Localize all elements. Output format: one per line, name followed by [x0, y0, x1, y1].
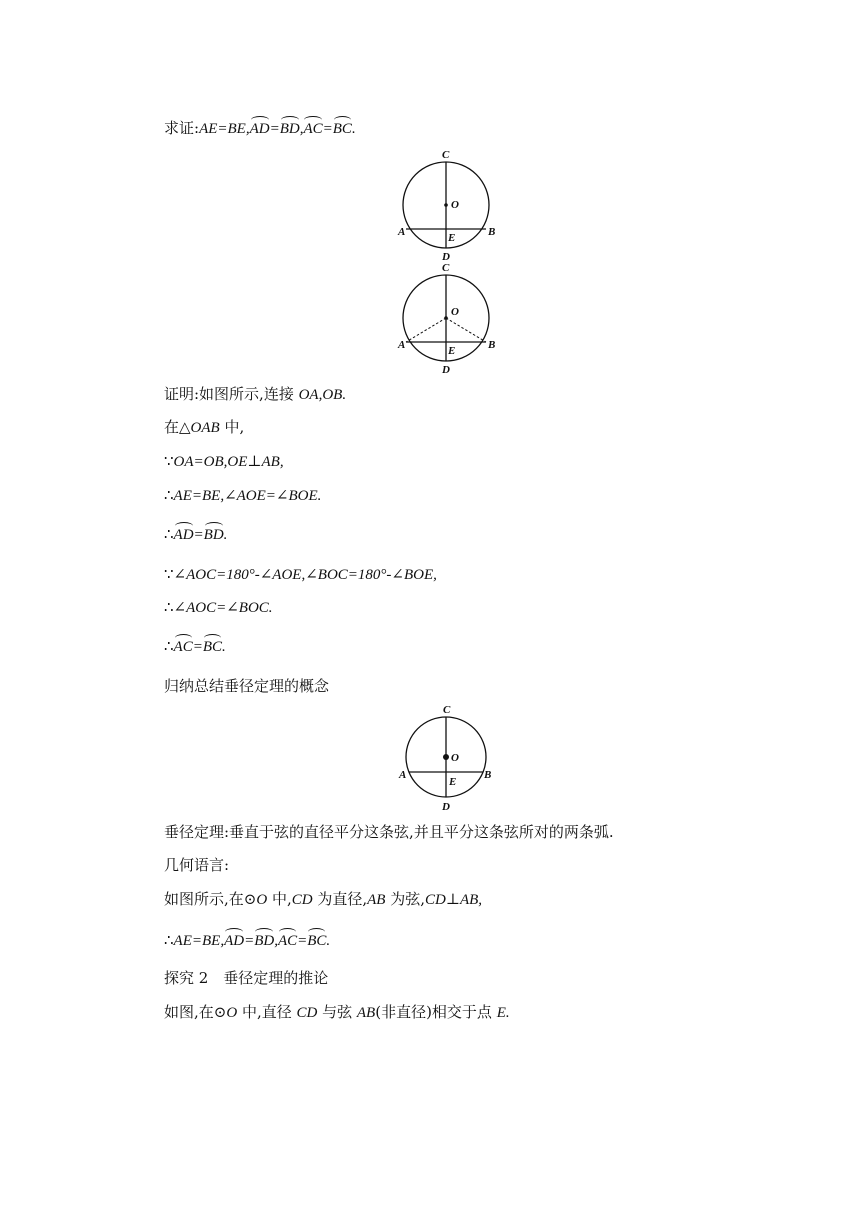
segment-oa — [406, 318, 446, 342]
proof-line-1 — [164, 384, 346, 405]
prove-statement — [164, 118, 356, 139]
label-d: D — [442, 364, 450, 376]
geometric-conclusion — [164, 930, 330, 951]
arc-bd: BD — [203, 527, 224, 543]
proof-line-4 — [164, 485, 321, 506]
center-point — [444, 203, 448, 207]
equals-sign: = — [269, 121, 280, 137]
therefore-symbol: ∴ — [164, 486, 174, 504]
period: . — [326, 933, 331, 949]
proof-line-3 — [164, 451, 284, 472]
label-c: C — [442, 262, 450, 274]
desc-math: CD — [291, 892, 313, 908]
desc-math: AB — [356, 1005, 376, 1021]
proof-line-7 — [164, 597, 273, 618]
proof-math: OA,OB. — [298, 387, 347, 403]
therefore-symbol: ∴ — [164, 637, 174, 655]
prove-ae-be: AE=BE, — [199, 121, 250, 137]
comma: , — [274, 933, 278, 949]
label-o: O — [451, 752, 459, 764]
center-point — [444, 316, 448, 320]
desc-math: O — [256, 892, 268, 908]
arc-bc: BC — [202, 639, 223, 655]
geometric-description — [164, 889, 482, 910]
arc-ac: AC — [173, 639, 193, 655]
label-c: C — [443, 704, 451, 716]
label-e: E — [448, 345, 456, 357]
desc-math: CD⊥AB, — [425, 892, 483, 908]
arc-ad: AD — [224, 933, 245, 949]
label-a: A — [399, 769, 407, 781]
label-b: B — [488, 339, 496, 351]
proof-line-8 — [164, 636, 226, 657]
proof-text: 在△ — [164, 418, 191, 436]
label-o: O — [451, 199, 459, 211]
desc-math: AB — [367, 892, 386, 908]
circle-figure-2 — [390, 262, 502, 378]
therefore-symbol: ∴ — [164, 598, 174, 616]
label-c: C — [442, 149, 450, 161]
segment-ob — [446, 318, 486, 342]
equals-sign: = — [244, 933, 255, 949]
period: . — [351, 121, 356, 137]
proof-math: OAB — [190, 420, 220, 436]
period: . — [222, 639, 226, 655]
arc-bc: BC — [307, 933, 327, 949]
desc-text: 如图所示,在⊙ — [164, 890, 257, 908]
label-o: O — [451, 306, 459, 318]
desc-text: 为直径, — [312, 890, 368, 908]
label-e: E — [448, 232, 456, 244]
proof-text: 中, — [219, 418, 245, 436]
because-symbol: ∵ — [164, 565, 174, 583]
equals-sign: = — [322, 121, 333, 137]
desc-text: 为弦, — [385, 890, 425, 908]
theorem-statement: 垂径定理:垂直于弦的直径平分这条弦,并且平分这条弦所对的两条弧. — [164, 823, 614, 841]
explore-2-description — [164, 1002, 510, 1023]
circle-figure-1 — [390, 148, 502, 264]
therefore-symbol: ∴ — [164, 931, 174, 949]
desc-math: E. — [496, 1005, 510, 1021]
geometric-language-label: 几何语言: — [164, 856, 230, 874]
label-b: B — [488, 226, 496, 238]
desc-text: 如图,在⊙ — [164, 1003, 227, 1021]
arc-ad: AD — [173, 527, 194, 543]
because-symbol: ∵ — [164, 452, 174, 470]
prove-prefix: 求证: — [164, 119, 200, 137]
arc-bd: BD — [279, 121, 300, 137]
proof-math: ∠AOC=∠BOC. — [173, 600, 273, 616]
summary-heading: 归纳总结垂径定理的概念 — [164, 677, 330, 695]
arc-bd: BD — [254, 933, 275, 949]
desc-text: 中,直径 — [237, 1003, 297, 1021]
label-a: A — [398, 339, 406, 351]
proof-line-6 — [164, 564, 437, 585]
comma: , — [299, 121, 304, 137]
desc-text: 中, — [267, 890, 292, 908]
explore-2-heading: 探究 2 垂径定理的推论 — [164, 969, 329, 987]
therefore-symbol: ∴ — [164, 525, 174, 543]
proof-math: ∠AOC=180°-∠AOE,∠BOC=180°-∠BOE, — [173, 567, 437, 583]
arc-ac: AC — [303, 121, 323, 137]
equals-sign: = — [193, 527, 204, 543]
proof-text: 证明:如图所示,连接 — [164, 385, 299, 403]
equals-sign: = — [192, 639, 203, 655]
desc-text: (非直径)相交于点 — [375, 1003, 497, 1021]
concl-ae-be: AE=BE, — [173, 933, 225, 949]
proof-line-2 — [164, 417, 244, 438]
arc-ac: AC — [277, 933, 298, 949]
proof-math: OA=OB,OE⊥AB, — [173, 454, 284, 470]
proof-line-5 — [164, 524, 227, 545]
period: . — [223, 527, 228, 543]
arc-bc: BC — [332, 121, 352, 137]
circle-figure-3 — [392, 700, 504, 816]
equals-sign: = — [297, 933, 308, 949]
center-point — [443, 754, 449, 760]
label-a: A — [398, 226, 406, 238]
arc-ad: AD — [249, 121, 270, 137]
desc-math: O — [226, 1005, 238, 1021]
label-e: E — [449, 776, 457, 788]
label-d: D — [442, 801, 450, 813]
label-b: B — [484, 769, 492, 781]
desc-text: 与弦 — [317, 1003, 357, 1021]
proof-math: AE=BE,∠AOE=∠BOE. — [173, 488, 322, 504]
desc-math: CD — [296, 1005, 318, 1021]
label-d: D — [442, 251, 450, 263]
